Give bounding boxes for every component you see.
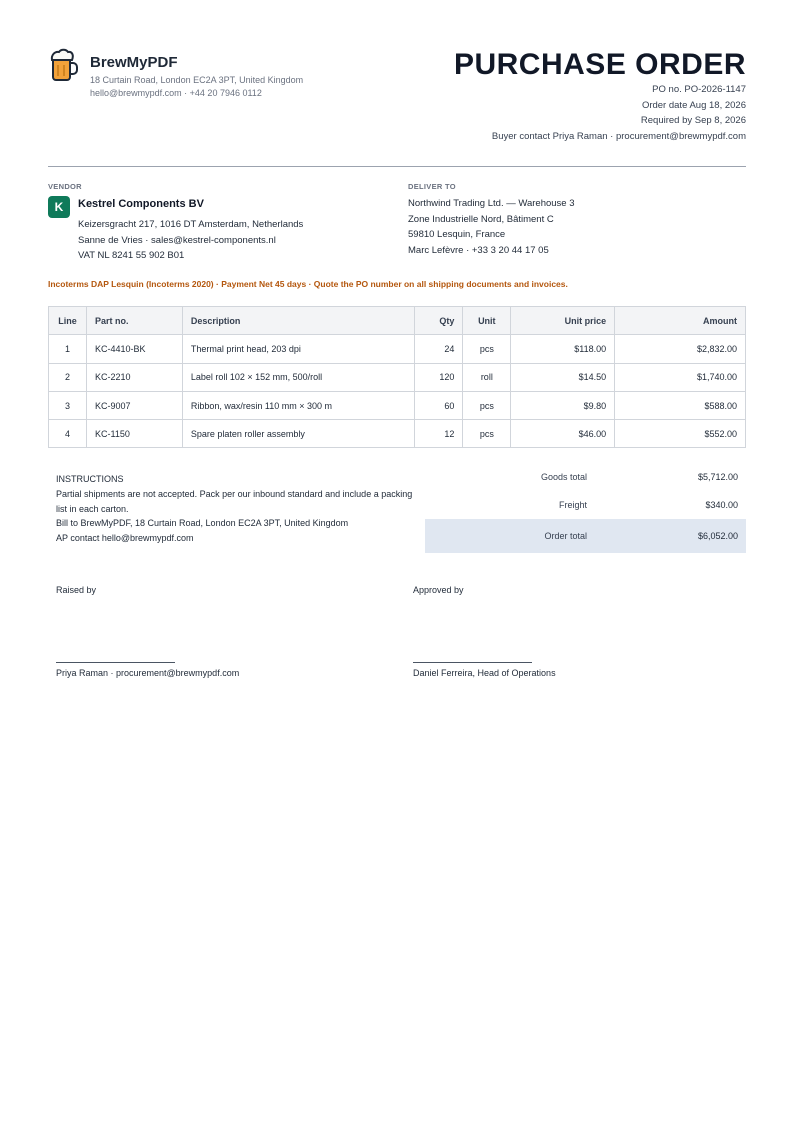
cell-unit: pcs <box>463 420 511 448</box>
cell-description: Thermal print head, 203 dpi <box>182 335 415 363</box>
purchase-order-page <box>48 0 746 1123</box>
freight-value: $340.00 <box>705 500 738 510</box>
cell-unit-price: $14.50 <box>511 363 615 391</box>
instructions-line: Partial shipments are not accepted. Pack per our inbound standard and include a packing list in each carton. <box>56 488 413 514</box>
document-header <box>48 48 746 158</box>
cell-line: 4 <box>49 420 87 448</box>
payment-terms: Incoterms DAP Lesquin (Incoterms 2020) · Payment Net 45 days · Quote the PO number on all shipping documents and invoices. <box>48 279 568 289</box>
cell-description: Ribbon, wax/resin 110 mm × 300 m <box>182 391 415 419</box>
deliver-to-line: Marc Lefèvre · +33 3 20 44 17 05 <box>408 244 549 256</box>
freight-label: Freight <box>558 500 587 510</box>
vendor-vat: VAT NL 8241 55 902 B01 <box>78 250 185 261</box>
signature-line <box>413 662 532 663</box>
column-header-description: Description <box>182 307 415 335</box>
table-row <box>49 363 746 391</box>
order-total-value: $6,052.00 <box>697 531 738 541</box>
column-header-line: Line <box>49 307 87 335</box>
buyer-contact: Buyer contact Priya Raman · procurement@brewmypdf.com <box>491 130 746 142</box>
cell-amount: $588.00 <box>615 391 746 419</box>
cell-qty: 24 <box>415 335 463 363</box>
cell-unit-price: $9.80 <box>511 391 615 419</box>
goods-total-row <box>425 463 746 491</box>
company-contact: hello@brewmypdf.com · +44 20 7946 0112 <box>90 88 262 98</box>
beer-mug-icon <box>48 48 80 82</box>
column-header-unit-price: Unit price <box>511 307 615 335</box>
column-header-qty: Qty <box>415 307 463 335</box>
order-total-label: Order total <box>544 531 587 541</box>
column-header-unit: Unit <box>463 307 511 335</box>
cell-qty: 12 <box>415 420 463 448</box>
cell-qty: 120 <box>415 363 463 391</box>
vendor-details <box>78 217 303 264</box>
cell-part: KC-1150 <box>86 420 182 448</box>
cell-qty: 60 <box>415 391 463 419</box>
deliver-to-line: 59810 Lesquin, France <box>408 229 506 240</box>
cell-unit: pcs <box>463 335 511 363</box>
cell-unit: roll <box>463 363 511 391</box>
raised-by-label: Raised by <box>56 585 97 595</box>
cell-description: Spare platen roller assembly <box>182 420 415 448</box>
line-items-table <box>48 306 746 448</box>
totals-block <box>425 463 746 553</box>
header-divider <box>48 166 746 167</box>
deliver-to-line: Zone Industrielle Nord, Bâtiment C <box>408 213 554 225</box>
cell-line: 3 <box>49 391 87 419</box>
document-title: PURCHASE ORDER <box>453 48 746 81</box>
cell-amount: $1,740.00 <box>615 363 746 391</box>
cell-unit-price: $118.00 <box>511 335 615 363</box>
cell-amount: $552.00 <box>615 420 746 448</box>
vendor-initial-badge: K <box>48 196 70 218</box>
cell-amount: $2,832.00 <box>615 335 746 363</box>
table-row <box>49 391 746 419</box>
order-date: Order date Aug 18, 2026 <box>641 99 746 111</box>
signature-line <box>56 662 175 663</box>
cell-line: 1 <box>49 335 87 363</box>
deliver-to-line: Northwind Trading Ltd. — Warehouse 3 <box>408 198 575 209</box>
freight-row <box>425 491 746 519</box>
deliver-to-label: DELIVER TO <box>408 182 456 191</box>
cell-part: KC-4410-BK <box>86 335 182 363</box>
order-total-row <box>425 519 746 553</box>
table-row <box>49 335 746 363</box>
company-name: BrewMyPDF <box>90 54 178 71</box>
vendor-block <box>48 182 388 261</box>
table-row <box>49 420 746 448</box>
cell-description: Label roll 102 × 152 mm, 500/roll <box>182 363 415 391</box>
approved-by-label: Approved by <box>413 585 464 595</box>
cell-part: KC-2210 <box>86 363 182 391</box>
goods-total-label: Goods total <box>540 472 587 482</box>
deliver-to-address <box>408 196 575 258</box>
goods-total-value: $5,712.00 <box>697 472 738 482</box>
vendor-label: VENDOR <box>48 182 82 191</box>
cell-line: 2 <box>49 363 87 391</box>
company-address: 18 Curtain Road, London EC2A 3PT, United Kingdom <box>90 75 304 85</box>
deliver-to-block <box>408 182 746 256</box>
po-details <box>454 48 746 144</box>
instructions-line: AP contact hello@brewmypdf.com <box>56 533 194 544</box>
vendor-name: Kestrel Components BV <box>78 198 204 210</box>
approved-by-name: Daniel Ferreira, Head of Operations <box>413 668 556 678</box>
cell-unit: pcs <box>463 391 511 419</box>
vendor-address: Keizersgracht 217, 1016 DT Amsterdam, Netherlands <box>78 219 304 230</box>
table-header-row <box>49 307 746 335</box>
required-by-date: Required by Sep 8, 2026 <box>640 115 746 126</box>
column-header-part: Part no. <box>86 307 182 335</box>
po-number: PO no. PO-2026-1147 <box>652 84 746 95</box>
raised-by-name: Priya Raman · procurement@brewmypdf.com <box>56 668 240 678</box>
instructions-heading: INSTRUCTIONS <box>56 474 124 484</box>
column-header-amount: Amount <box>615 307 746 335</box>
cell-part: KC-9007 <box>86 391 182 419</box>
vendor-contact: Sanne de Vries · sales@kestrel-components.nl <box>78 234 276 246</box>
instructions-line: Bill to BrewMyPDF, 18 Curtain Road, London EC2A 3PT, United Kingdom <box>56 518 349 529</box>
cell-unit-price: $46.00 <box>511 420 615 448</box>
instructions-block <box>56 472 418 546</box>
